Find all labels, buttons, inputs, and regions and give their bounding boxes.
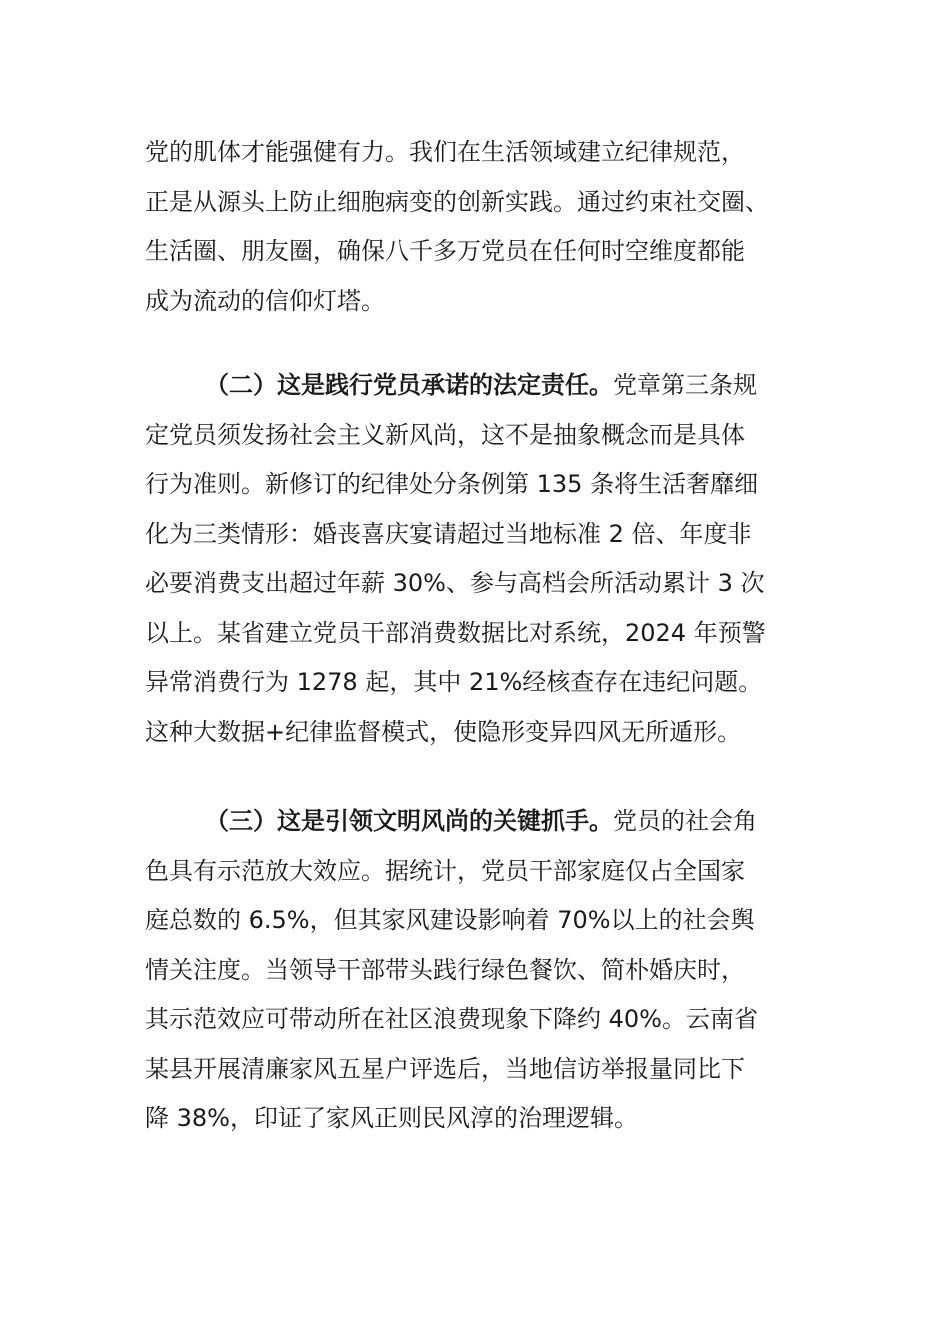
paragraph-line: 化为三类情形：婚丧喜庆宴请超过当地标准 2 倍、年度非 bbox=[145, 519, 752, 548]
paragraph-line: 某县开展清廉家风五星户评选后，当地信访举报量同比下 bbox=[145, 1054, 745, 1083]
paragraph-line: 行为准则。新修订的纪律处分条例第 135 条将生活奢靡细 bbox=[145, 470, 759, 498]
paragraph-discipline-norms bbox=[145, 128, 805, 326]
paragraph-first-line bbox=[145, 797, 805, 847]
section-heading-three: （三）这是引领文明风尚的关键抓手。 bbox=[205, 807, 613, 835]
paragraph-line: 正是从源头上防止细胞病变的创新实践。通过约束社交圈、 bbox=[145, 187, 769, 216]
paragraph-line: 庭总数的 6.5%，但其家风建设影响着 70%以上的社会舆 bbox=[145, 906, 755, 934]
paragraph-line: 党的肌体才能强健有力。我们在生活领域建立纪律规范， bbox=[145, 138, 745, 166]
paragraph-civilized-customs bbox=[145, 797, 805, 1144]
paragraph-line: 这种大数据+纪律监督模式，使隐形变异四风无所遁形。 bbox=[145, 717, 742, 746]
paragraph-line: 成为流动的信仰灯塔。 bbox=[145, 286, 385, 315]
paragraph-line: 生活圈、朋友圈，确保八千多万党员在任何时空维度都能 bbox=[145, 237, 745, 265]
paragraph-line: 以上。某省建立党员干部消费数据比对系统，2024 年预警 bbox=[145, 618, 766, 647]
paragraph-party-commitment bbox=[145, 361, 805, 757]
paragraph-first-line bbox=[145, 361, 805, 411]
paragraph-line-rest: 党章第三条规 bbox=[613, 371, 757, 399]
paragraph-line: 必要消费支出超过年薪 30%、参与高档会所活动累计 3 次 bbox=[145, 569, 765, 597]
paragraph-line: 情关注度。当领导干部带头践行绿色餐饮、简朴婚庆时， bbox=[145, 955, 745, 984]
paragraph-line: 异常消费行为 1278 起，其中 21%经核查存在违纪问题。 bbox=[145, 668, 763, 696]
paragraph-line: 其示范效应可带动所在社区浪费现象下降约 40%。云南省 bbox=[145, 1005, 758, 1033]
paragraph-line: 降 38%，印证了家风正则民风淳的治理逻辑。 bbox=[145, 1104, 638, 1132]
section-heading-two: （二）这是践行党员承诺的法定责任。 bbox=[205, 371, 613, 399]
paragraph-line-rest: 党员的社会角 bbox=[613, 807, 757, 835]
paragraph-line: 色具有示范放大效应。据统计，党员干部家庭仅占全国家 bbox=[145, 856, 745, 885]
paragraph-line: 定党员须发扬社会主义新风尚，这不是抽象概念而是具体 bbox=[145, 420, 745, 449]
